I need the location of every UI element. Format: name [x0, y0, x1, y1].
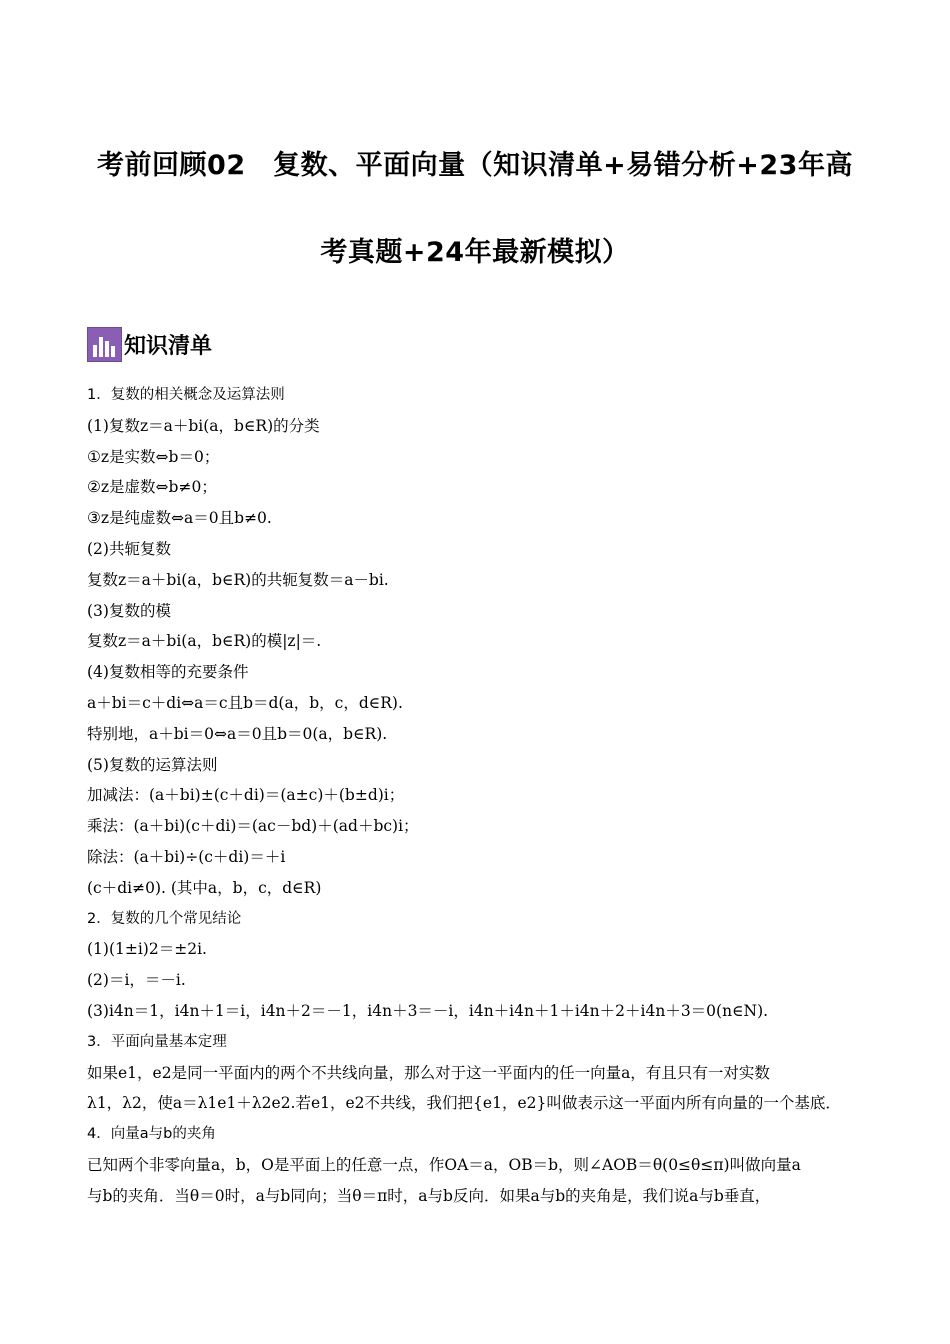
- text-line: 与b的夹角．当θ＝0时，a与b同向；当θ＝π时，a与b反向．如果a与b的夹角是，我们说a与b垂直，: [87, 1186, 771, 1205]
- heading-basis-theorem: 3．平面向量基本定理: [87, 1033, 227, 1050]
- text-line: 已知两个非零向量a，b，O是平面上的任意一点，作OA＝a，OB＝b，则∠AOB＝θ(0≤θ≤π)叫做向量a: [87, 1155, 801, 1174]
- text-line: 如果e1，e2是同一平面内的两个不共线向量，那么对于这一平面内的任一向量a，有且只有一对实数: [87, 1063, 770, 1082]
- heading-vector-angle: 4．向量a与b的夹角: [87, 1126, 216, 1143]
- text-line: 乘法：(a＋bi)(c＋di)＝(ac－bd)＋(ad＋bc)i；: [87, 817, 419, 836]
- text-line: (c＋di≠0). (其中a，b，c，d∈R): [87, 878, 322, 897]
- text-line: a＋bi＝c＋di⇔a＝c且b＝d(a，b，c，d∈R).: [87, 693, 403, 712]
- document-title-line-2: 考真题+24年最新模拟）: [320, 237, 630, 268]
- text-line: ②z是虚数⇔b≠0；: [87, 478, 217, 497]
- bar-chart-icon: [87, 327, 122, 362]
- text-line: ①z是实数⇔b＝0；: [87, 447, 220, 466]
- section-header: [87, 318, 212, 362]
- text-line: (3)复数的模: [87, 601, 171, 620]
- document-title-line-1: 考前回顾02 复数、平面向量（知识清单+易错分析+23年高: [97, 150, 853, 181]
- text-line: ③z是纯虚数⇔a＝0且b≠0.: [87, 509, 272, 528]
- text-line: (1)复数z＝a＋bi(a，b∈R)的分类: [87, 416, 320, 435]
- text-line: (4)复数相等的充要条件: [87, 663, 249, 682]
- text-line: 特别地，a＋bi＝0⇔a＝0且b＝0(a，b∈R).: [87, 724, 388, 743]
- text-line: (2)＝i，＝－i.: [87, 971, 186, 990]
- text-line: 复数z＝a＋bi(a，b∈R)的共轭复数＝a－bi.: [87, 570, 389, 589]
- heading-complex-concepts: 1．复数的相关概念及运算法则: [87, 387, 285, 403]
- text-line: (2)共轭复数: [87, 539, 171, 558]
- text-line: 加减法：(a＋bi)±(c＋di)＝(a±c)＋(b±d)i；: [87, 786, 405, 805]
- knowledge-list: [87, 380, 867, 1212]
- text-line: (1)(1±i)2＝±2i.: [87, 940, 207, 959]
- text-line: 复数z＝a＋bi(a，b∈R)的模|z|＝.: [87, 632, 322, 651]
- text-line: (3)i4n＝1，i4n＋1＝i，i4n＋2＝－1，i4n＋3＝－i，i4n＋i4n＋1＋i4n＋2＋i4n＋3＝0(n∈N).: [87, 1001, 769, 1020]
- text-line: (5)复数的运算法则: [87, 755, 218, 774]
- text-line: 除法：(a＋bi)÷(c＋di)＝＋i: [87, 847, 286, 866]
- section-title: 知识清单: [124, 334, 213, 359]
- heading-common-conclusions: 2．复数的几个常见结论: [87, 910, 242, 927]
- text-line: λ1，λ2，使a＝λ1e1＋λ2e2.若e1，e2不共线，我们把{e1，e2}叫做表示这一平面内所有向量的一个基底．: [87, 1094, 841, 1113]
